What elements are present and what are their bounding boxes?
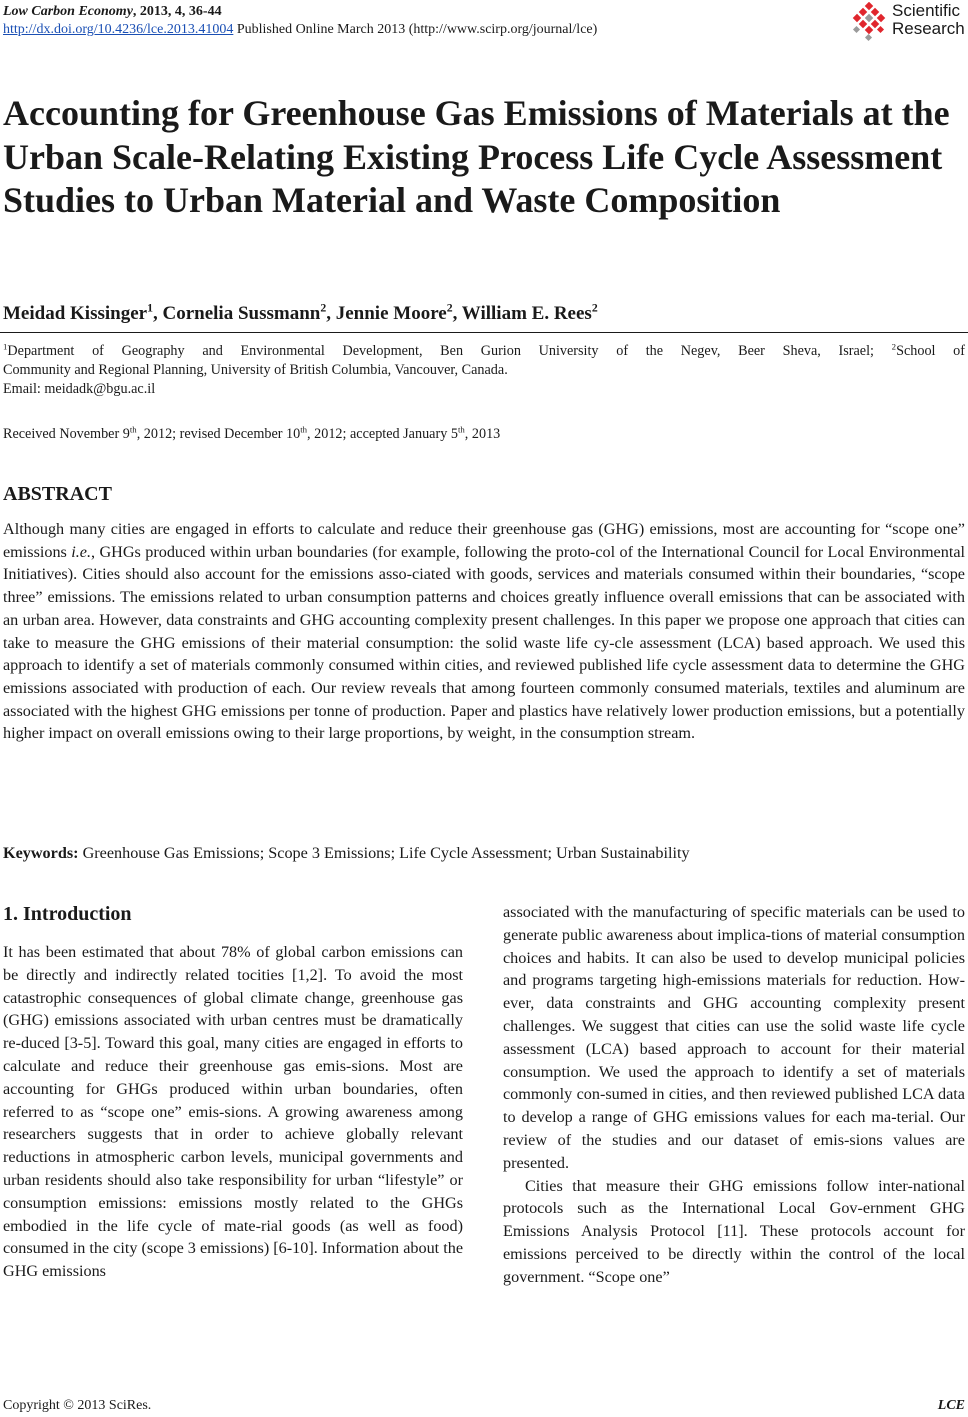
- journal-volume: , 2013, 4, 36-44: [132, 4, 222, 19]
- affiliation-line-1: [3, 342, 965, 361]
- received-dates: [3, 425, 500, 444]
- author-name: Jennie Moore: [335, 303, 447, 324]
- section-heading: 1. Introduction: [3, 903, 132, 925]
- journal-abbreviation: LCE: [937, 1398, 965, 1413]
- ordinal-suffix: th: [129, 424, 137, 435]
- author-name: Meidad Kissinger: [3, 303, 148, 324]
- body-paragraph: It has been estimated that about 78% of global carbon emissions can be directly and indirectly related tocities [1,2]. To avoid the most catastrophic consequences of global climate change, greenhouse gas (GHG) emissions associated with urban centres must be dramatically re-duced [3-5]. Toward this goal, many cities are engaged in efforts to calculate and reduce their greenhouse gas emis-sions. Most are accounting for GHGs produced within urban boundaries, often referred to as “scope one” emis-sions. A growing awareness among researchers suggests that in order to achieve globally relevant reductions in atmospheric carbon levels, municipal governments and urban residents should also take responsibility for urban “lifestyle” or consumption emissions: emissions mostly related to the GHGs embodied in the life cycle of mate-rial goods (as well as food) consumed in the city (scope 3 emissions) [6-10]. Information about the GHG emissions: [3, 943, 463, 1281]
- paper-title: Accounting for Greenhouse Gas Emissions of Materials at the Urban Scale-Relating Existing Process Life Cycle Assessment Studies to Urban Material and Waste Composition: [3, 93, 950, 220]
- affiliations: [3, 342, 965, 399]
- logo-mark-icon: [852, 2, 888, 42]
- author-list: [3, 302, 598, 326]
- author-affiliation-mark: 2: [320, 301, 327, 315]
- year-text: , 2013: [464, 426, 501, 442]
- author-name: William E. Rees: [461, 303, 592, 324]
- keywords-label: Keywords:: [3, 844, 79, 862]
- title-divider: [0, 332, 968, 333]
- right-column: [503, 901, 965, 1289]
- received-text: Received November 9: [3, 426, 130, 442]
- ordinal-suffix: th: [300, 424, 308, 435]
- affiliation-mark: 2: [891, 341, 897, 352]
- publication-line: [3, 21, 597, 38]
- keywords: [3, 842, 690, 864]
- scientific-research-logo: [852, 2, 968, 42]
- abstract-heading: ABSTRACT: [3, 483, 112, 505]
- journal-name: Low Carbon Economy: [3, 4, 133, 19]
- left-column: [3, 941, 463, 1283]
- body-paragraph: associated with the manufacturing of specific materials can be used to generate public awareness about implica-tions of material consumption choices and habits. It can also be used to develop municipal policies and programs targeting high-emissions materials for reduction. How-ever, data constraints and GHG accounting complexity present challenges. We suggest that cities can use the solid waste life cycle assessment (LCA) based approach to account for their material consumption. We used the approach to identify a set of materials commonly con-sumed in cities, and then reviewed published LCA data to develop a range of GHG emissions values for each ma-terial. Our review of the studies and our dataset of emis-sions values are presented.: [503, 903, 965, 1172]
- logo-wordmark: [892, 2, 965, 38]
- accepted-text: , 2012; accepted January 5: [307, 426, 458, 442]
- published-online-text: Published Online March 2013 (http://www.scirp.org/journal/lce): [233, 22, 598, 37]
- abstract-text: Although many cities are engaged in efforts to calculate and reduce their greenhouse gas (GHG) emissions, most are accounting for “scope one” emissions: [3, 520, 965, 561]
- author-name: Cornelia Sussmann: [162, 303, 321, 324]
- affiliation-line-2: Community and Regional Planning, University of British Columbia, Vancouver, Canada.: [3, 362, 508, 378]
- copyright: Copyright © 2013 SciRes.: [3, 1398, 152, 1413]
- logo-line-1: Scientific: [892, 1, 961, 20]
- affiliation-text: Department of Geography and Environmental Development, Ben Gurion University of the Negev, Beer Sheva, Israel;: [7, 343, 892, 359]
- author-affiliation-mark: 2: [446, 301, 453, 315]
- doi-link[interactable]: http://dx.doi.org/10.4236/lce.2013.41004: [3, 22, 234, 37]
- author-affiliation-mark: 2: [591, 301, 598, 315]
- revised-text: , 2012; revised December 10: [136, 426, 301, 442]
- author-separator: ,: [326, 303, 336, 324]
- author-separator: ,: [152, 303, 163, 324]
- journal-citation: [3, 3, 222, 20]
- author-affiliation-mark: 1: [147, 301, 153, 315]
- affiliation-mark: 1: [3, 341, 8, 352]
- abstract-text: , GHGs produced within urban boundaries (for example, following the proto-col of the International Council for Local Environmental Initiatives). Cities should also account for the emissions asso-ciated with goods, services and materials consumed within their boundaries, “scope three” emissions. The emissions related to urban consumption patterns and choices greatly influence overall emissions that can be associated with an urban area. However, data constraints and GHG accounting complexity present challenges. In this paper we propose one approach that cities can take to measure the GHG emissions of their material consumption: the solid waste life cy-cle assessment (LCA) based approach. We used this approach to identify a set of materials commonly consumed within cities, and reviewed published life cycle assessment data to determine the GHG emissions associated with production of each. Our review reveals that among fourteen commonly consumed materials, textiles and aluminum are associated with the highest GHG emissions per tonne of production. Paper and plastics have relatively lower production emissions, but a potentially higher impact on overall emissions owing to their large proportions, by weight, in the consumption stream.: [3, 542, 966, 743]
- author-separator: ,: [452, 303, 462, 324]
- contact-email: Email: meidadk@bgu.ac.il: [3, 381, 156, 397]
- abstract-italic: i.e.: [71, 542, 92, 561]
- body-paragraph: Cities that measure their GHG emissions follow inter-national protocols such as the International Local Gov-ernment GHG Emissions Analysis Protocol [11]. These protocols account for emissions perceived to be directly within the control of the local government. “Scope one”: [503, 1176, 965, 1286]
- logo-line-2: Research: [892, 19, 965, 38]
- affiliation-text: School of: [896, 343, 965, 359]
- keywords-text: Greenhouse Gas Emissions; Scope 3 Emissions; Life Cycle Assessment; Urban Sustainability: [78, 844, 690, 862]
- ordinal-suffix: th: [457, 424, 465, 435]
- abstract-body: [3, 518, 965, 745]
